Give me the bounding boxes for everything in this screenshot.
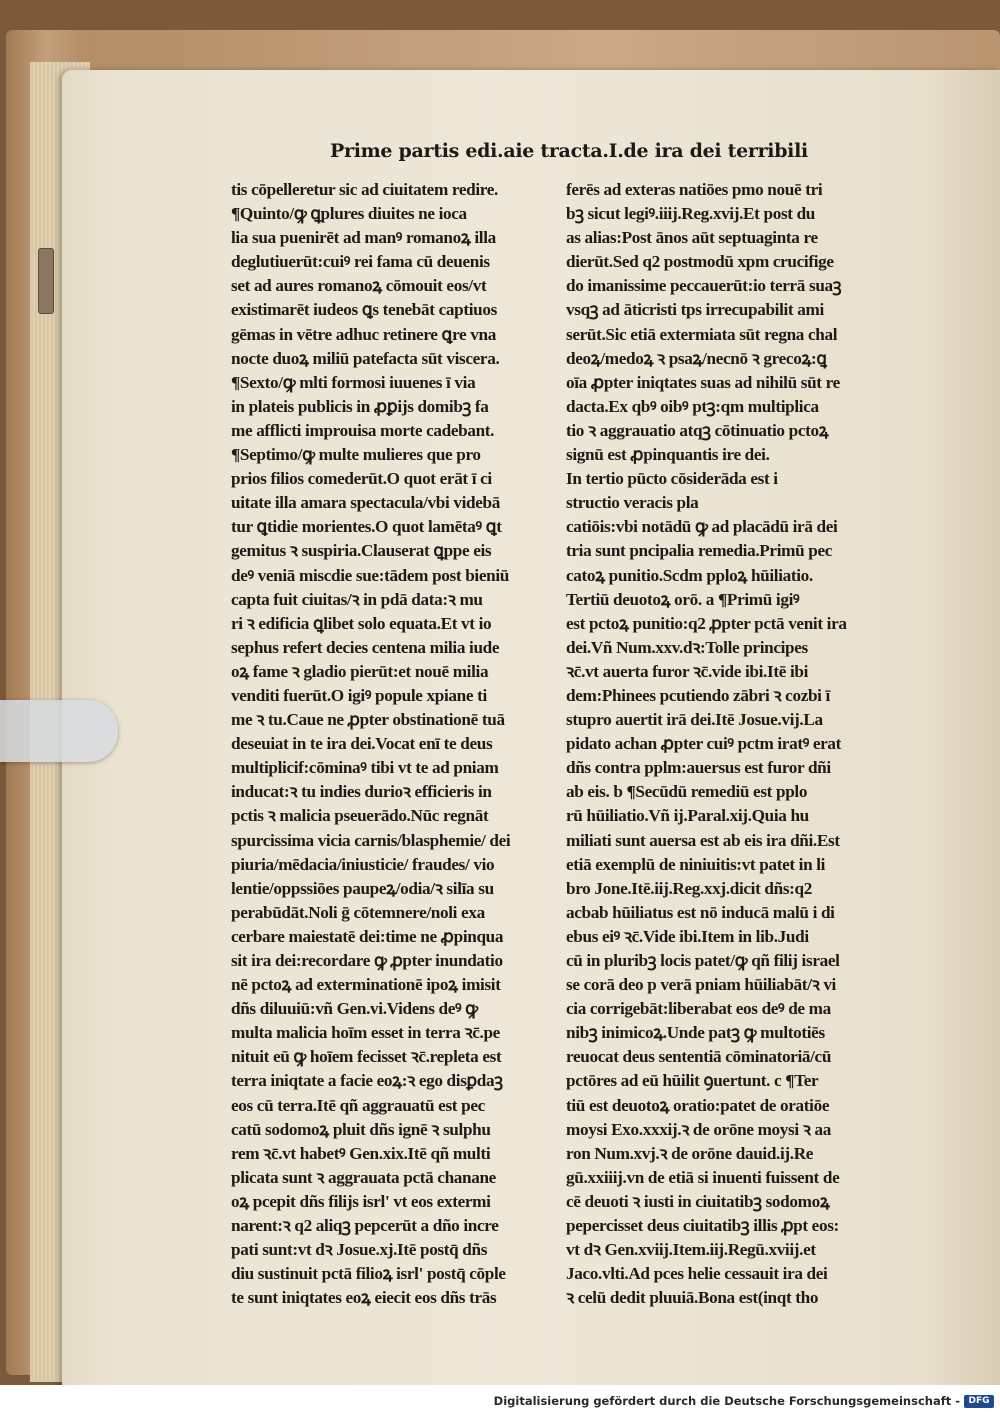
text-line: deglutiuerūt:cuiꝰ rei fama cū deuenis <box>231 252 490 272</box>
text-line: dacta.Ex qbꝰ oibꝰ ptꝫ:qm multiplica <box>566 396 819 416</box>
text-line: sit ira dei:recordare ꝙ ꝓpter inundatio <box>231 951 503 970</box>
text-line: catoꝝ punitio.Scdm pploꝝ hūiliatio. <box>566 565 813 585</box>
text-column-left <box>231 178 563 1310</box>
text-line: pctis ꝛ malicia pseuerādo.Nūc regnāt <box>231 806 489 826</box>
text-line: eos cū terra.Itē qñ aggrauatū est pec <box>231 1095 485 1115</box>
text-line: te sunt iniqtates eoꝝ eiecit eos dñs trās <box>231 1288 497 1308</box>
text-line: gemitus ꝛ suspiria.Clauserat ꝗppe eis <box>231 541 492 561</box>
text-line: miliati sunt auersa est ab eis ira dñi.Est <box>566 830 840 850</box>
text-line: dierūt.Sed q2 postmodū xpm crucifige <box>566 252 834 272</box>
text-line: ¶Quinto/ꝙ ꝗplures diuites ne ioca <box>231 204 467 224</box>
text-line: dei.Vñ Num.xxv.dꝛ:Tolle principes <box>566 637 808 657</box>
text-line: catiōis:vbi notādū ꝙ ad placādū irā dei <box>566 517 838 537</box>
text-line: as alias:Post ānos aūt septuaginta re <box>566 228 818 248</box>
text-line: in plateis publicis in ꝓꝑijs domibꝫ fa <box>231 396 489 416</box>
text-line: deꝰ veniā miscdie sue:tādem post bieniū <box>231 565 509 585</box>
text-line: ron Num.xvj.ꝛ de orōne dauid.ij.Re <box>566 1143 814 1163</box>
text-line: ꝛ celū dedit pluuiā.Bona est(inqt tho <box>566 1288 819 1308</box>
text-line: oꝝ pcepit dñs filijs isrl' vt eos extermi <box>231 1191 491 1211</box>
text-column-right <box>566 178 898 1310</box>
text-line: tiū est deuotoꝝ oratio:patet de oratiōe <box>566 1095 830 1115</box>
text-line: ꝛc̄.vt auerta furor ꝛc̄.vide ibi.Itē ibi <box>566 661 808 681</box>
text-line: gū.xxiiij.vn de etiā si inuenti fuissent de <box>566 1167 840 1187</box>
text-line: nibꝫ inimicoꝝ.Unde patꝫ ꝙ multotiēs <box>566 1023 825 1043</box>
text-line: existimarēt iudeos ꝗs tenebāt captiuos <box>231 300 497 320</box>
text-line: spurcissima vicia carnis/blasphemie/ dei <box>231 830 511 850</box>
text-line: narent:ꝛ q2 aliqꝫ pepcerūt a dño incre <box>231 1216 499 1236</box>
text-line: venditi fuerūt.O igiꝰ popule xpiane ti <box>231 685 487 705</box>
text-line: tis cōpelleretur sic ad ciuitatem redire. <box>231 180 498 199</box>
text-line: rū hūiliatio.Vñ ij.Paral.xij.Quia hu <box>566 806 809 826</box>
text-line: ferēs ad exteras natiōes pmo nouē tri <box>566 180 823 199</box>
text-line: perabūdāt.Noli ḡ cōtemnere/noli exa <box>231 902 485 922</box>
text-line: nituit eū ꝙ hoīem fecisset ꝛc̄.repleta est <box>231 1047 502 1067</box>
text-line: diu sustinuit pctā filioꝝ isrl' postq̄ cōple <box>231 1264 506 1284</box>
text-line: terra iniqtate a facie eoꝝ:ꝛ ego disꝑdaꝫ <box>231 1071 503 1091</box>
text-line: deoꝝ/medoꝝ ꝛ psaꝝ/necnō ꝛ grecoꝝ:ꝗ <box>566 348 827 368</box>
text-line: tria sunt pncipalia remedia.Primū pec <box>566 541 833 561</box>
text-line: capta fuit ciuitas/ꝛ in pdā data:ꝛ mu <box>231 589 483 609</box>
text-line: reuocat deus sententiā cōminatoriā/cū <box>566 1047 832 1067</box>
text-line: tio ꝛ aggrauatio atqꝫ cōtinuatio pctoꝝ <box>566 420 829 440</box>
funding-credit: Digitalisierung gefördert durch die Deutsche Forschungsgemeinschaft - <box>493 1394 960 1408</box>
text-line: acbab hūiliatus est nō inducā malū i di <box>566 902 835 922</box>
text-line: cia corrigebāt:liberabat eos deꝰ de ma <box>566 999 831 1019</box>
text-line: pidato achan ꝓpter cuiꝰ pctm iratꝰ erat <box>566 734 842 754</box>
text-line: ri ꝛ edificia ꝗlibet solo equata.Et vt io <box>231 613 492 633</box>
text-line: signū est ꝓpinquantis ire dei. <box>566 445 770 465</box>
text-line: me ꝛ tu.Caue ne ꝓpter obstinationē tuā <box>231 710 505 730</box>
text-line: ebus eiꝰ ꝛc̄.Vide ibi.Item in lib.Judi <box>566 926 809 946</box>
text-line: pati sunt:vt dꝛ Josue.xj.Itē postq̄ dñs <box>231 1240 488 1260</box>
page-clip <box>38 248 54 314</box>
text-line: stupro auertit irā dei.Itē Josue.vij.La <box>566 710 823 730</box>
text-line: lia sua puenirēt ad manꝰ romanoꝝ illa <box>231 228 496 248</box>
text-line: est pctoꝝ punitio:q2 ꝓpter pctā venit ira <box>566 613 847 633</box>
text-line: dñs contra pplm:auersus est furor dñi <box>566 758 831 778</box>
text-line: bꝫ sicut legiꝰ.iiij.Reg.xvij.Et post du <box>566 204 816 224</box>
text-line: vt dꝛ Gen.xviij.Item.iij.Regū.xviij.et <box>566 1240 816 1260</box>
text-line: pctōres ad eū hūilit ꝯuertunt. c ¶Ter <box>566 1071 819 1091</box>
text-line: deseuiat in te ira dei.Vocat enī te deus <box>231 734 493 754</box>
text-line: sephus refert decies centena milia iude <box>231 637 500 657</box>
text-line: oꝝ fame ꝛ gladio pierūt:et nouē milia <box>231 661 489 681</box>
running-header: Prime partis edi.aie tracta.I.de ira dei terribili <box>330 140 808 162</box>
text-line: cū in pluribꝫ locis patet/ꝙ qñ filij israel <box>566 951 840 970</box>
text-line: nē pctoꝝ ad exterminationē ipoꝝ imisit <box>231 975 501 995</box>
text-line: prios filios comederūt.O quot erāt ī ci <box>231 469 492 489</box>
text-line: moysi Exo.xxxij.ꝛ de orōne moysi ꝛ aa <box>566 1119 831 1139</box>
text-line: ab eis. b ¶Secūdū remediū est pplo <box>566 782 808 802</box>
text-line: multiplicif:cōminaꝰ tibi vt te ad pniam <box>231 758 499 778</box>
text-line: cē deuoti ꝛ iusti in ciuitatibꝫ sodomoꝝ <box>566 1191 830 1211</box>
text-line: Tertiū deuotoꝝ orō. a ¶Primū igiꝰ <box>566 589 800 609</box>
text-line: gēmas in vētre adhuc retinere ꝗre vna <box>231 324 496 344</box>
text-line: cerbare maiestatē dei:time ne ꝓpinqua <box>231 926 504 946</box>
text-line: oīa ꝓpter iniqtates suas ad nihilū sūt re <box>566 372 840 392</box>
text-line: multa malicia hoīm esset in terra ꝛc̄.pe <box>231 1023 500 1043</box>
text-line: vsqꝫ ad āticristi tps irrecupabilit ami <box>566 300 824 320</box>
text-line: etiā exemplū de niniuitis:vt patet in li <box>566 854 826 874</box>
text-line: set ad aures romanoꝝ cōmouit eos/vt <box>231 276 487 296</box>
text-line: catū sodomoꝝ pluit dñs ignē ꝛ sulphu <box>231 1119 491 1139</box>
text-line: Jaco.vlti.Ad pces helie cessauit ira dei <box>566 1264 828 1284</box>
text-line: lentie/oppssiōes paupeꝝ/odia/ꝛ silīa su <box>231 878 494 898</box>
text-line: uitate illa amara spectacula/vbi videbā <box>231 493 500 513</box>
text-line: serūt.Sic etiā extermiata sūt regna chal <box>566 324 838 344</box>
text-line: ¶Sexto/ꝙ mlti formosi iuuenes ī via <box>231 372 476 392</box>
text-line: In tertio pūcto cōsiderāda est i <box>566 469 778 489</box>
text-line: inducat:ꝛ tu indies durioꝛ efficieris in <box>231 782 492 802</box>
text-line: rem ꝛc̄.vt habetꝰ Gen.xix.Itē qñ multi <box>231 1143 491 1163</box>
text-line: plicata sunt ꝛ aggrauata pctā chanane <box>231 1167 496 1187</box>
text-line: pepercisset deus ciuitatibꝫ illis ꝓpt eos: <box>566 1216 839 1236</box>
text-line: do imanissime peccauerūt:io terrā suaꝫ <box>566 276 842 296</box>
text-line: dem:Phinees pcutiendo zābri ꝛ cozbi ī <box>566 685 830 705</box>
text-line: structio veracis pla <box>566 493 699 513</box>
text-line: dñs diluuiū:vñ Gen.vi.Videns deꝰ ꝙ <box>231 999 478 1019</box>
text-line: se corā deo p verā pniam hūiliabāt/ꝛ vi <box>566 975 836 995</box>
text-line: me afflicti improuisa morte cadebant. <box>231 420 495 440</box>
text-line: tur ꝗtidie morientes.O quot lamētaꝰ ꝗt <box>231 517 502 537</box>
plastic-strip <box>0 700 118 762</box>
text-line: piuria/mēdacia/iniusticie/ fraudes/ vio <box>231 854 495 874</box>
text-line: ¶Septimo/ꝙ multe mulieres que pro <box>231 445 481 465</box>
text-line: bro Jone.Itē.iij.Reg.xxj.dicit dñs:q2 <box>566 878 812 898</box>
dfg-logo: DFG <box>964 1395 994 1408</box>
text-line: nocte duoꝝ miliū patefacta sūt viscera. <box>231 348 500 368</box>
